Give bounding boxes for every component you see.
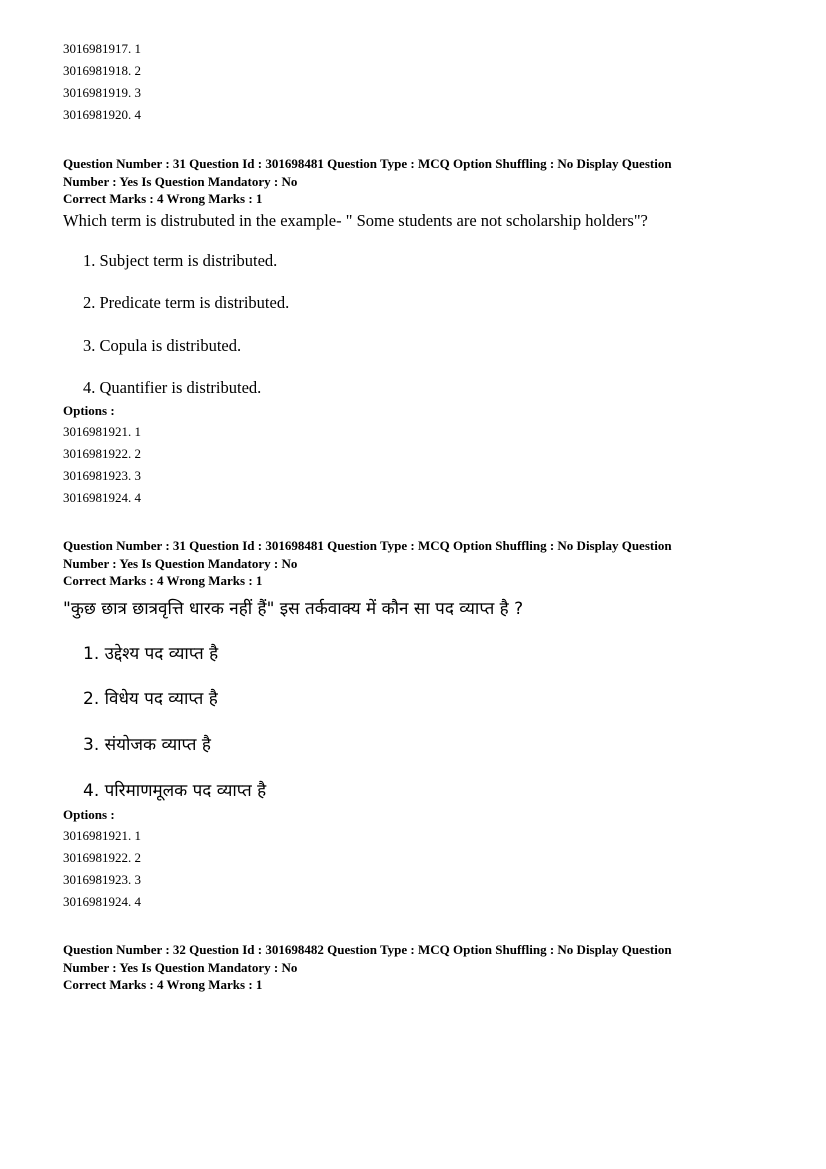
option-id-line: 3016981917. 1 xyxy=(63,41,141,56)
answer-choice: 3. संयोजक व्याप्त है xyxy=(83,735,211,755)
question-meta-line: Number : Yes Is Question Mandatory : No xyxy=(63,173,298,189)
answer-choice: 2. Predicate term is distributed. xyxy=(83,293,290,312)
option-id-line: 3016981924. 4 xyxy=(63,894,141,909)
question-text: Which term is distrubuted in the example- " Some students are not scholarship holders"? xyxy=(63,211,648,230)
question-meta xyxy=(63,155,763,208)
answer-choice: 2. विधेय पद व्याप्त है xyxy=(83,689,218,709)
question-meta-line: Number : Yes Is Question Mandatory : No xyxy=(63,555,298,571)
option-id-line: 3016981920. 4 xyxy=(63,107,141,122)
options-label: Options : xyxy=(63,807,115,822)
question-meta xyxy=(63,941,763,994)
option-id-line: 3016981919. 3 xyxy=(63,85,141,100)
answer-choice: 1. उद्देश्य पद व्याप्त है xyxy=(83,644,219,664)
answer-choice: 4. Quantifier is distributed. xyxy=(83,378,262,397)
question-marks: Correct Marks : 4 Wrong Marks : 1 xyxy=(63,191,263,206)
question-marks: Correct Marks : 4 Wrong Marks : 1 xyxy=(63,977,263,992)
options-label: Options : xyxy=(63,403,115,418)
question-text: "कुछ छात्र छात्रवृत्ति धारक नहीं हैं" इस तर्कवाक्य में कौन सा पद व्याप्त है ? xyxy=(63,599,524,619)
option-id-line: 3016981921. 1 xyxy=(63,828,141,843)
answer-choice: 3. Copula is distributed. xyxy=(83,336,242,355)
question-meta-line: Question Number : 32 Question Id : 301698482 Question Type : MCQ Option Shuffling : No Display Question xyxy=(63,942,672,957)
option-id-line: 3016981924. 4 xyxy=(63,490,141,505)
option-id-line: 3016981922. 2 xyxy=(63,446,141,461)
answer-choice: 1. Subject term is distributed. xyxy=(83,251,278,270)
option-id-line: 3016981918. 2 xyxy=(63,63,141,78)
option-id-line: 3016981923. 3 xyxy=(63,468,141,483)
question-meta-line: Number : Yes Is Question Mandatory : No xyxy=(63,959,298,975)
option-id-line: 3016981921. 1 xyxy=(63,424,141,439)
question-meta xyxy=(63,537,763,590)
question-marks: Correct Marks : 4 Wrong Marks : 1 xyxy=(63,573,263,588)
question-meta-line: Question Number : 31 Question Id : 301698481 Question Type : MCQ Option Shuffling : No Display Question xyxy=(63,156,672,171)
question-meta-line: Question Number : 31 Question Id : 301698481 Question Type : MCQ Option Shuffling : No Display Question xyxy=(63,538,672,553)
option-id-line: 3016981923. 3 xyxy=(63,872,141,887)
answer-choice: 4. परिमाणमूलक पद व्याप्त है xyxy=(83,781,267,801)
option-id-line: 3016981922. 2 xyxy=(63,850,141,865)
